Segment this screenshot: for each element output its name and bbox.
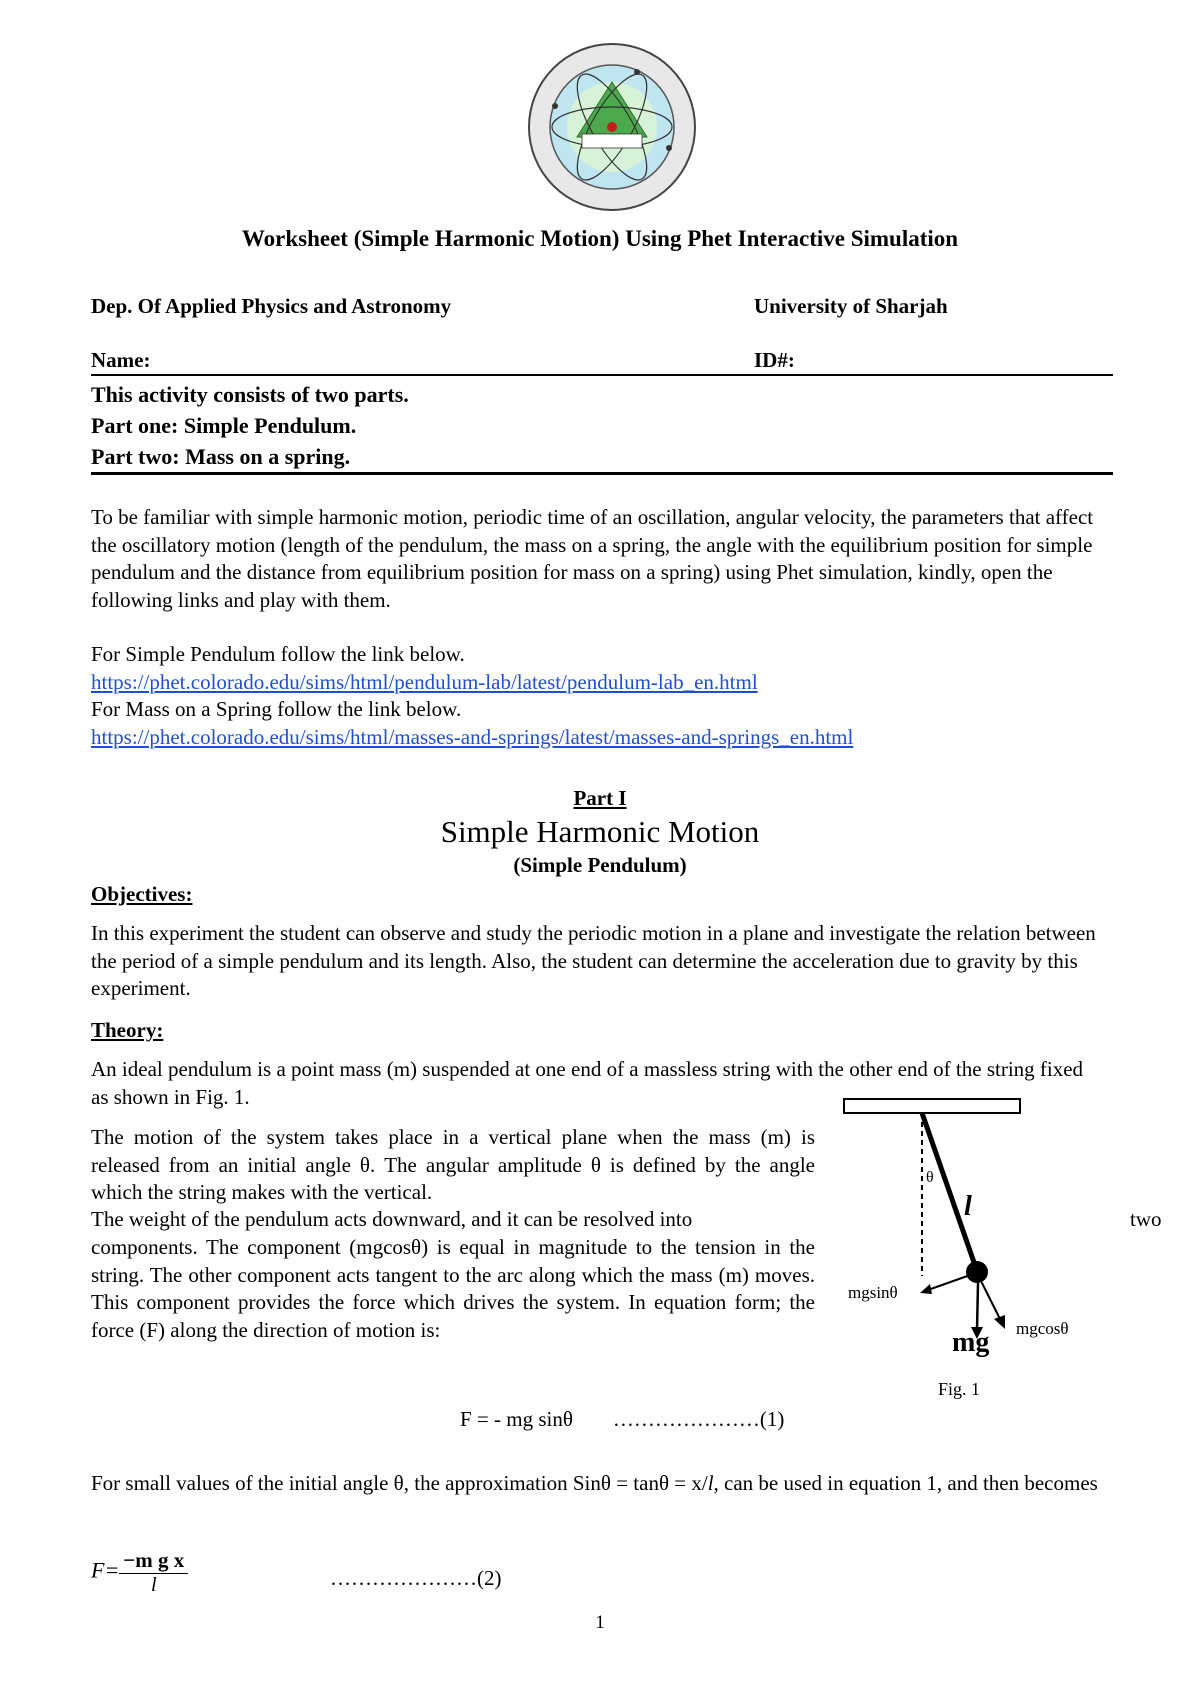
intro-text: To be familiar with simple harmonic motion, periodic time of an oscillation, angular velocity, the parameters that affect the oscillatory motion (length of the pendulum, the mass on a spring, the angle with the equilibrium position for simple pendulum and the distance from equilibrium position for mass on a spring) using Phet simulation, kindly, open the following links and play with them. bbox=[91, 505, 1094, 612]
part1-heading: Simple Harmonic Motion bbox=[440, 814, 760, 849]
spring-link[interactable]: https://phet.colorado.edu/sims/html/masses-and-springs/latest/masses-and-springs_en.html bbox=[91, 724, 854, 749]
mgcos-label: mgcosθ bbox=[1016, 1319, 1069, 1338]
equation-1 bbox=[460, 1407, 784, 1432]
pendulum-link-label: For Simple Pendulum follow the link below. bbox=[91, 642, 465, 666]
pendulum-link[interactable]: https://phet.colorado.edu/sims/html/pendulum-lab/latest/pendulum-lab_en.html bbox=[91, 669, 758, 694]
equation-2-number: …………………(2) bbox=[330, 1566, 502, 1590]
objectives-title: Objectives: bbox=[91, 882, 193, 906]
length-label: l bbox=[964, 1191, 972, 1222]
equation-1-expression: F = - mg sinθ bbox=[460, 1407, 573, 1431]
small-angle-paragraph bbox=[91, 1470, 1101, 1498]
department-name: Dep. Of Applied Physics and Astronomy bbox=[91, 294, 452, 318]
part1-subheading: (Simple Pendulum) bbox=[513, 853, 687, 877]
small-angle-l: l bbox=[707, 1471, 714, 1495]
overview-line-3: Part two: Mass on a spring. bbox=[91, 444, 351, 469]
page-number: 1 bbox=[595, 1612, 605, 1633]
spring-link-label: For Mass on a Spring follow the link below. bbox=[91, 697, 462, 721]
equation-2-numerator: −m g x bbox=[119, 1548, 188, 1574]
theta-label: θ bbox=[926, 1169, 934, 1186]
theory-paragraph-2: The motion of the system takes place in a vertical plane when the mass (m) is released from an initial angle θ. The angular amplitude θ is defined by the angle which the string makes with the vertical. bbox=[91, 1125, 815, 1204]
top-divider bbox=[91, 374, 1113, 376]
id-label: ID#: bbox=[754, 348, 795, 372]
theory-paragraph-3-first-line: The weight of the pendulum acts downward, and it can be resolved into bbox=[91, 1207, 693, 1231]
equation-1-number: …………………(1) bbox=[612, 1407, 785, 1431]
theory-paragraph-1: An ideal pendulum is a point mass (m) suspended at one end of a massless string with the other end of the string fixed as shown in Fig. 1. bbox=[91, 1057, 1084, 1109]
equation-2-denominator: l bbox=[151, 1574, 157, 1596]
overview-line-2: Part one: Simple Pendulum. bbox=[91, 413, 357, 438]
small-angle-text-a: For small values of the initial angle θ, the approximation Sinθ = tanθ = x/ bbox=[91, 1471, 708, 1495]
objectives-text: In this experiment the student can observe and study the periodic motion in a plane and investigate the relation between the period of a simple pendulum and its length. Also, the student can determine the acceleration due to gravity by this experiment. bbox=[91, 921, 1096, 1000]
university-name: University of Sharjah bbox=[754, 294, 948, 318]
intro-paragraph bbox=[91, 504, 1101, 751]
department-seal-logo bbox=[527, 42, 697, 212]
mg-label: mg bbox=[952, 1327, 990, 1358]
name-label: Name: bbox=[91, 348, 151, 372]
equation-2-lhs: F= bbox=[91, 1557, 120, 1583]
theory-paragraph-3: components. The component (mgcosθ) is equal in magnitude to the tension in the string. The other component acts tangent to the arc along which the mass (m) moves. This component provides the force which drives the system. In equation form; the force (F) along the direction of motion is: bbox=[91, 1235, 815, 1342]
overview-box bbox=[91, 379, 409, 472]
theory-title: Theory: bbox=[91, 1018, 164, 1042]
theory-word-two: two bbox=[1130, 1207, 1162, 1231]
pendulum-diagram bbox=[830, 1093, 1110, 1413]
equation-2-fraction bbox=[119, 1548, 188, 1597]
pendulum-figure bbox=[830, 1093, 1110, 1413]
part1-label: Part I bbox=[573, 786, 627, 810]
mgsin-label: mgsinθ bbox=[848, 1283, 898, 1302]
small-angle-text-b: , can be used in equation 1, and then becomes bbox=[713, 1471, 1098, 1495]
equation-2 bbox=[91, 1548, 188, 1597]
worksheet-title: Worksheet (Simple Harmonic Motion) Using Phet Interactive Simulation bbox=[241, 226, 959, 251]
figure-caption: Fig. 1 bbox=[938, 1379, 981, 1399]
overview-line-1: This activity consists of two parts. bbox=[91, 382, 409, 407]
bottom-divider bbox=[91, 472, 1113, 475]
